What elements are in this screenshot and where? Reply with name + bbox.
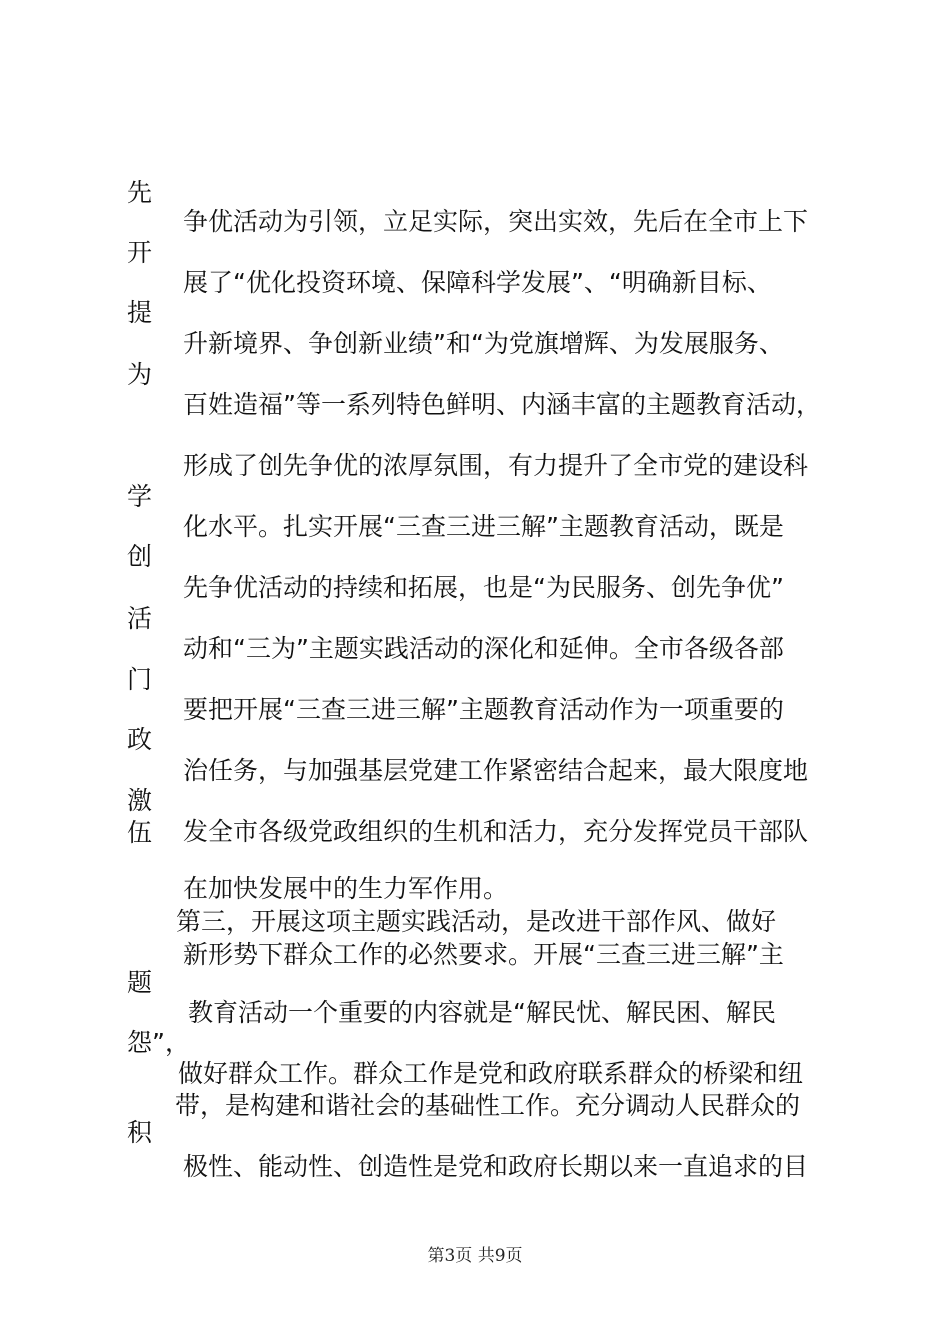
body-line: 争优活动为引领，立足实际，突出实效，先后在全市上下	[183, 207, 809, 236]
margin-char: 先	[127, 178, 153, 207]
body-line: 带，是构建和谐社会的基础性工作。充分调动人民群众的	[175, 1091, 801, 1120]
body-line: 动和“三为”主题实践活动的深化和延伸。全市各级各部	[183, 634, 784, 663]
body-line: 形成了创先争优的浓厚氛围，有力提升了全市党的建设科	[183, 451, 809, 480]
body-line: 在加快发展中的生力军作用。	[183, 874, 509, 903]
body-line: 展了“优化投资环境、保障科学发展”、“明确新目标、	[183, 268, 772, 297]
body-line: 教育活动一个重要的内容就是“解民忧、解民困、解民	[188, 998, 776, 1027]
margin-char: 提	[127, 298, 153, 327]
body-line: 做好群众工作。群众工作是党和政府联系群众的桥梁和纽	[178, 1059, 804, 1088]
margin-char: 学	[127, 482, 153, 511]
margin-char: 政	[127, 725, 153, 754]
margin-char: 为	[127, 360, 153, 389]
margin-char: 创	[127, 542, 153, 571]
margin-char: 伍	[127, 818, 153, 847]
body-line: 要把开展“三查三进三解”主题教育活动作为一项重要的	[183, 695, 784, 724]
margin-char: 门	[127, 665, 153, 694]
body-line: 治任务，与加强基层党建工作紧密结合起来，最大限度地	[183, 756, 809, 785]
margin-char: 活	[127, 604, 153, 633]
margin-char: 题	[127, 968, 153, 997]
margin-char: 积	[127, 1118, 153, 1147]
margin-char: 激	[127, 786, 153, 815]
body-line: 先争优活动的持续和拓展，也是“为民服务、创先争优”	[183, 573, 784, 602]
body-line: 新形势下群众工作的必然要求。开展“三查三进三解”主	[183, 940, 784, 969]
margin-char: 怨”，	[127, 1028, 190, 1057]
body-line: 第三，开展这项主题实践活动，是改进干部作风、做好	[176, 907, 777, 936]
body-line: 化水平。扎实开展“三查三进三解”主题教育活动，既是	[183, 512, 784, 541]
margin-char: 开	[127, 238, 153, 267]
body-line: 百姓造福”等一系列特色鲜明、内涵丰富的主题教育活动，	[183, 390, 821, 419]
body-line: 升新境界、争创新业绩”和“为党旗增辉、为发展服务、	[183, 329, 784, 358]
page-footer: 第3页 共9页	[427, 1246, 523, 1266]
body-line: 发全市各级党政组织的生机和活力，充分发挥党员干部队	[183, 817, 809, 846]
body-line: 极性、能动性、创造性是党和政府长期以来一直追求的目	[183, 1152, 809, 1181]
